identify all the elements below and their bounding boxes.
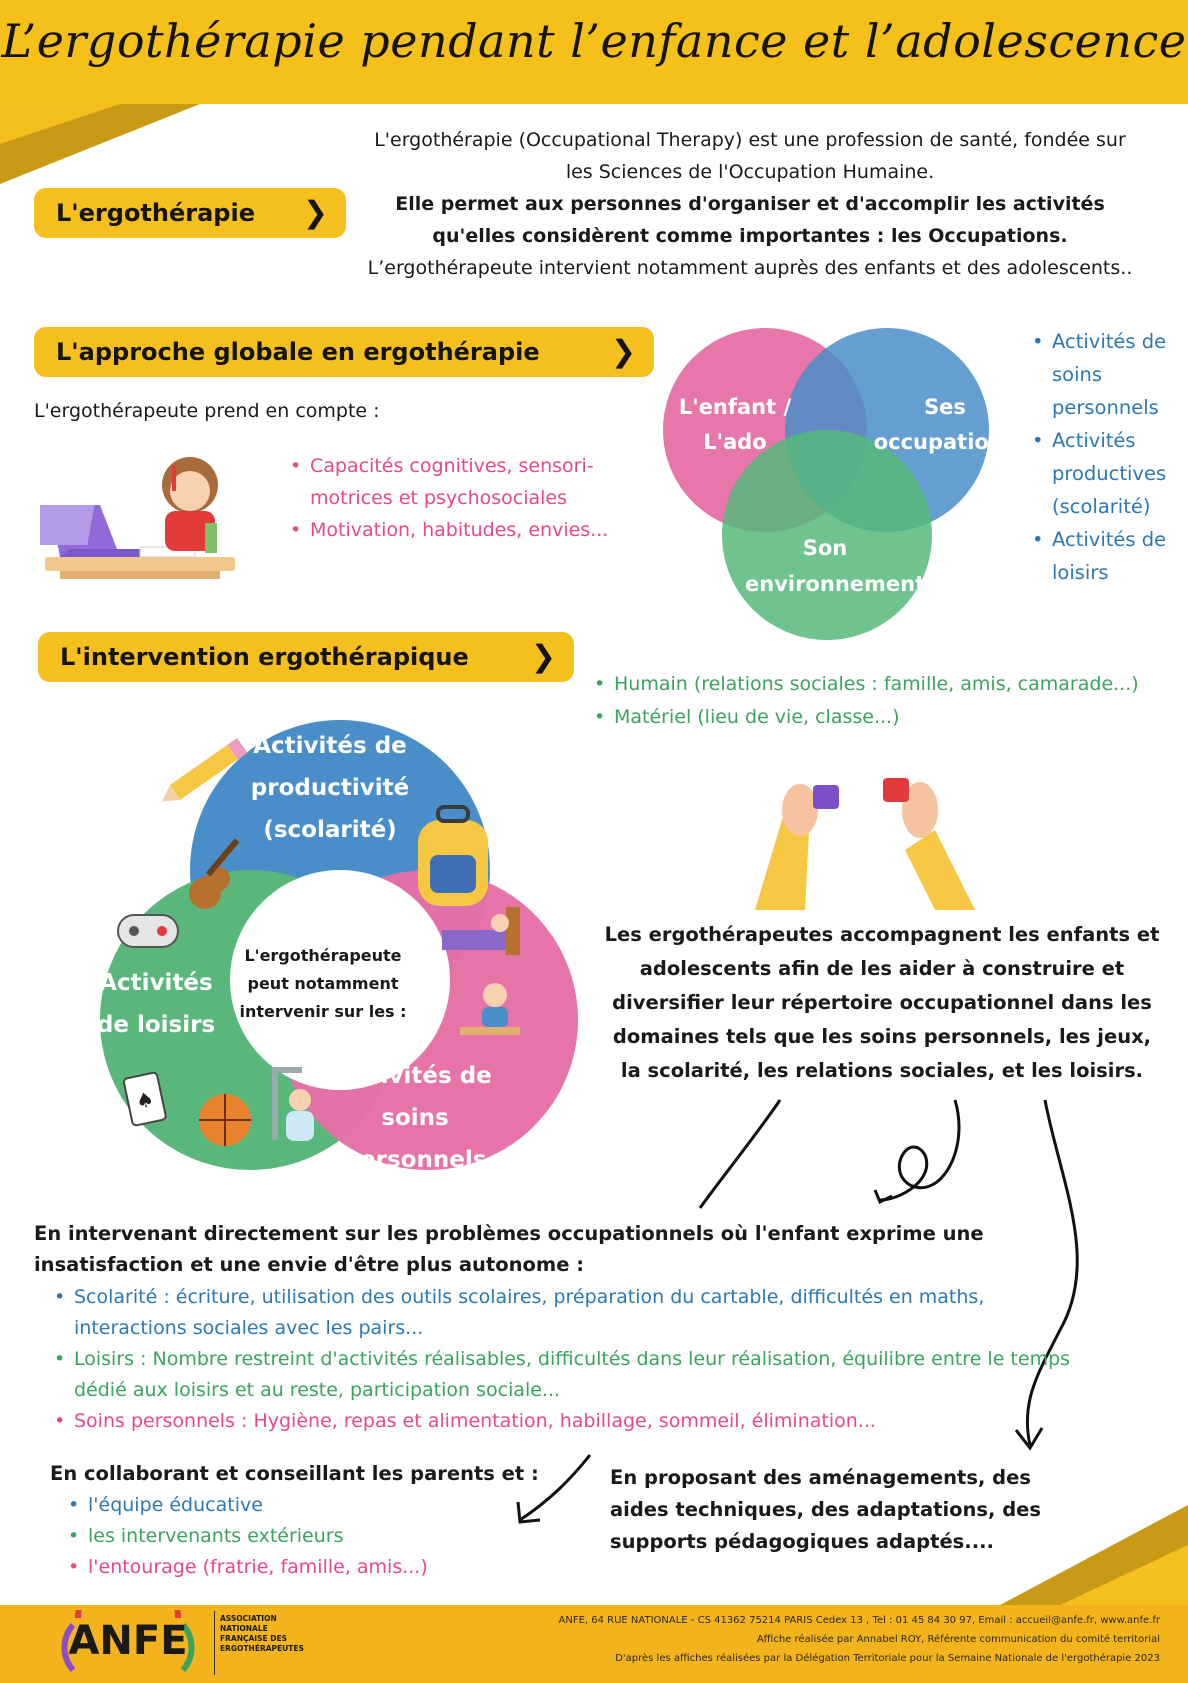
svg-text:♠: ♠ <box>133 1086 157 1114</box>
list-item: • Scolarité : écriture, utilisation des outils scolaires, préparation du cartable, difficultés en maths, interactions sociales avec les pairs... <box>52 1282 1072 1344</box>
footer-line: Affiche réalisée par Annabel ROY, Référente communication du comité territorial <box>756 1634 1160 1645</box>
footer-info <box>559 1611 1160 1668</box>
takes-into-account-text: L'ergothérapeute prend en compte : <box>34 400 380 422</box>
environment-list <box>592 668 1182 734</box>
list-item: • Loisirs : Nombre restreint d'activités réalisables, difficultés dans leur réalisation, équilibre entre le temps dédié aux loisirs et au reste, participation sociale... <box>52 1344 1072 1406</box>
ring-label-selfcare: Activités de soins personnels <box>338 1063 492 1173</box>
footer-line: D'après les affiches réalisées par la Délégation Territoriale pour la Semaine Nationale de l'ergothérapie 2023 <box>615 1653 1160 1664</box>
gamepad-icon <box>118 915 178 947</box>
page-title: L’ergothérapie pendant l’enfance et l’adolescence <box>1 14 1187 68</box>
footer-line: ANFE, 64 RUE NATIONALE - CS 41362 75214 PARIS Cedex 13 , Tel : 01 45 84 30 97, Email : accueil@anfe.fr, www.anfe.fr <box>558 1615 1160 1626</box>
chevron-right-icon: ❯ <box>302 195 328 231</box>
child-factors-list <box>288 450 628 546</box>
intro-bold-line: qu'elles considèrent comme importantes : les Occupations. <box>432 225 1068 247</box>
anfe-logo-text: ANFE <box>68 1618 188 1664</box>
pill-label: L'ergothérapie <box>56 199 255 227</box>
ring-center-text: L'ergothérapeute peut notamment intervenir sur les : <box>239 946 407 1021</box>
intervene-list <box>52 1282 1072 1437</box>
section-pill-ergotherapie <box>34 188 346 238</box>
intro-line: L’ergothérapeute intervient notamment auprès des enfants et des adolescents.. <box>367 257 1133 279</box>
list-item: • Motivation, habitudes, envies... <box>288 514 628 546</box>
section-pill-approche-globale <box>34 327 654 377</box>
association-name: ASSOCIATION NATIONALE FRANÇAISE DES ERGOTHÉRAPEUTES <box>220 1614 304 1653</box>
list-item: • Humain (relations sociales : famille, amis, camarade...) <box>592 668 1182 701</box>
venn-label-occupations: Ses occupations <box>873 395 1017 454</box>
intro-bold-line: Elle permet aux personnes d'organiser et d'accomplir les activités <box>395 193 1105 215</box>
collaborate-heading: En collaborant et conseillant les parents et : <box>50 1462 539 1485</box>
ring-label-productivity: Activités de productivité (scolarité) <box>250 733 410 843</box>
list-item: • Activités de soins personnels <box>1030 325 1180 424</box>
list-item: • Capacités cognitives, sensori-motrices et psychosociales <box>288 450 628 514</box>
pill-label: L'approche globale en ergothérapie <box>56 338 540 366</box>
chevron-right-icon: ❯ <box>610 334 636 370</box>
list-item: • l'entourage (fratrie, famille, amis...) <box>66 1552 486 1583</box>
ring-label-leisure: Activités de loisirs <box>96 970 216 1038</box>
intro-line: les Sciences de l'Occupation Humaine. <box>565 161 935 183</box>
corner-decoration-top <box>0 104 200 184</box>
venn-label-environment: Son environnement <box>745 536 926 596</box>
curly-arrow-icon <box>880 1100 959 1200</box>
intro-line: L'ergothérapie (Occupational Therapy) est une profession de santé, fondée sur <box>374 129 1126 151</box>
child-laptop-illustration <box>40 445 240 585</box>
occupation-list <box>1030 325 1180 589</box>
footer-divider <box>214 1611 215 1675</box>
pill-label: L'intervention ergothérapique <box>60 643 469 671</box>
basketball-icon <box>199 1094 251 1146</box>
arrow-line-icon <box>700 1100 780 1208</box>
chevron-right-icon: ❯ <box>530 639 556 675</box>
accompany-text: Les ergothérapeutes accompagnent les enfants et adolescents afin de les aider à construire et diversifier leur répertoire occupationnel dans les domaines tels que les soins personnels, les jeux, la scolarité, les relations sociales, et les loisirs. <box>604 923 1160 1082</box>
intro-text <box>330 124 1170 284</box>
list-item: • Soins personnels : Hygiène, repas et alimentation, habillage, sommeil, élimination... <box>52 1406 1072 1437</box>
list-item: • Activités productives (scolarité) <box>1030 424 1180 523</box>
intervene-heading: En intervenant directement sur les problèmes occupationnels où l'enfant exprime une insatisfaction et une envie d'être plus autonome : <box>34 1222 984 1276</box>
collaborate-list <box>66 1490 486 1583</box>
list-item: • Activités de loisirs <box>1030 523 1180 589</box>
puzzle-hands-illustration <box>755 770 985 910</box>
list-item: • l'équipe éducative <box>66 1490 486 1521</box>
list-item: • Matériel (lieu de vie, classe...) <box>592 701 1182 734</box>
venn-label-child: L'enfant / L'ado <box>678 395 792 454</box>
propose-text: En proposant des aménagements, des aides techniques, des adaptations, des supports pédagogiques adaptés.... <box>610 1466 1042 1553</box>
list-item: • les intervenants extérieurs <box>66 1521 486 1552</box>
section-pill-intervention <box>38 632 574 682</box>
